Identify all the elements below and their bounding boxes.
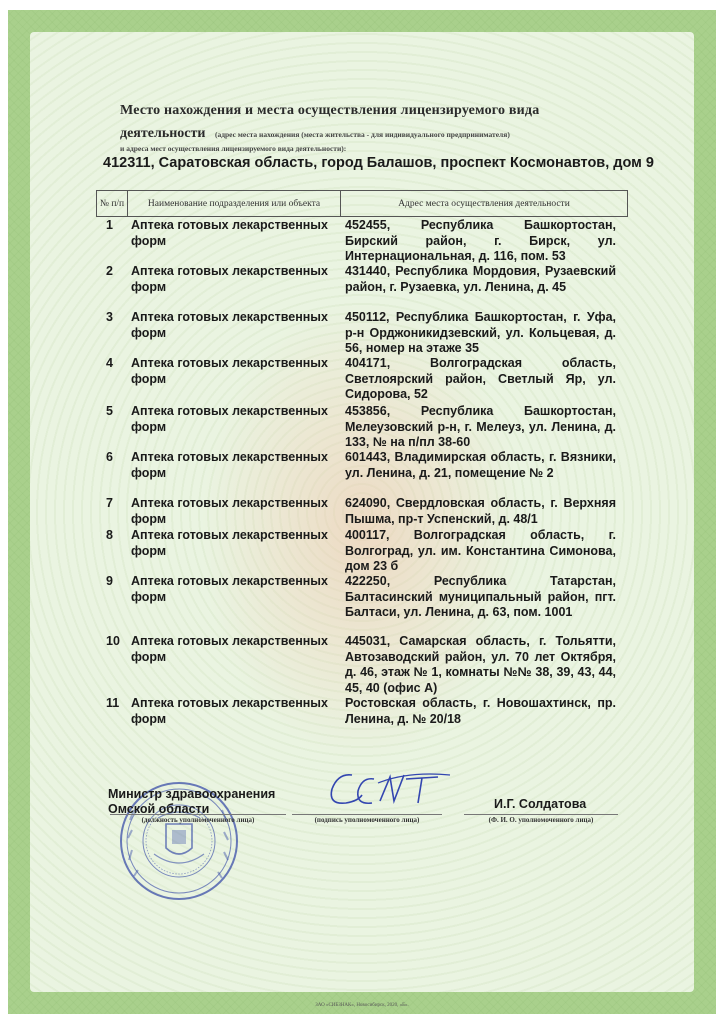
col-address-header: Адрес места осуществления деятельности (341, 191, 628, 217)
row-name: Аптека готовых лекарственных форм (131, 528, 328, 558)
row-address: 422250, Республика Татарстан, Балтасинский муниципальный район, пгт. Балтаси, ул. Ленина, д. 63, пом. 1001 (345, 574, 616, 619)
caption-name: (Ф. И. О. уполномоченного лица) (464, 814, 618, 824)
row-number: 10 (106, 634, 120, 648)
section-note: (адрес места нахождения (места жительства - для индивидуального предпринимателя) (214, 130, 510, 139)
row-name: Аптека готовых лекарственных форм (131, 696, 328, 726)
row-number: 4 (106, 356, 113, 370)
row-address: 624090, Свердловская область, г. Верхняя Пышма, пр-т Успенский, д. 48/1 (345, 496, 616, 526)
row-name: Аптека готовых лекарственных форм (131, 218, 328, 248)
row-number: 8 (106, 528, 113, 542)
position-line-1: Министр здравоохранения (108, 787, 276, 801)
section-title-line2 (120, 126, 640, 142)
row-address: 445031, Самарская область, г. Тольятти, Автозаводский район, ул. 70 лет Октября, д. 46, этаж № 1, комнаты №№ 38, 39, 43, 44, 45, 40 (офис А) (345, 634, 616, 695)
row-number: 1 (106, 218, 113, 232)
row-address: 453856, Республика Башкортостан, Мелеузовский р-н, г. Мелеуз, ул. Ленина, д. 133, № на п/пл 38-60 (345, 404, 616, 449)
section-title-word: деятельности (120, 126, 206, 141)
signer-name: И.Г. Солдатова (494, 797, 587, 811)
row-name: Аптека готовых лекарственных форм (131, 310, 328, 340)
signer-position (108, 787, 308, 817)
row-address: 450112, Республика Башкортостан, г. Уфа, р-н Орджоникидзевский, ул. Кольцевая, д. 56, номер на этаже 35 (345, 310, 616, 355)
row-number: 6 (106, 450, 113, 464)
row-name: Аптека готовых лекарственных форм (131, 264, 328, 294)
row-address: 431440, Республика Мордовия, Рузаевский район, г. Рузаевка, ул. Ленина, д. 45 (345, 264, 616, 294)
row-name: Аптека готовых лекарственных форм (131, 404, 328, 434)
row-number: 9 (106, 574, 113, 588)
row-name: Аптека готовых лекарственных форм (131, 450, 328, 480)
section-title: Место нахождения и места осуществления лицензируемого вида (120, 103, 540, 118)
row-number: 2 (106, 264, 113, 278)
row-number: 5 (106, 404, 113, 418)
caption-signature: (подпись уполномоченного лица) (292, 814, 442, 824)
row-name: Аптека готовых лекарственных форм (131, 634, 328, 664)
printer-imprint: ЗАО «СИБЗНАК», Новосибирск, 2020, «Б». (315, 1003, 409, 1008)
row-number: 7 (106, 496, 113, 510)
caption-position: (должность уполномоченного лица) (110, 814, 286, 824)
row-address: 404171, Волгоградская область, Светлоярский район, Светлый Яр, ул. Сидорова, 52 (345, 356, 616, 401)
col-name-header: Наименование подразделения или объекта (128, 191, 341, 217)
section-note-2: и адреса мест осуществления лицензируемого вида деятельности): (120, 144, 347, 153)
main-address: 412311, Саратовская область, город Балашов, проспект Космонавтов, дом 9 (103, 155, 654, 171)
col-number-header: № п/п (97, 191, 128, 217)
row-address: Ростовская область, г. Новошахтинск, пр. Ленина, д. № 20/18 (345, 696, 616, 726)
row-address: 452455, Республика Башкортостан, Бирский район, г. Бирск, ул. Интернациональная, д. 116, пом. 53 (345, 218, 616, 263)
table-header (96, 190, 628, 217)
row-address: 601443, Владимирская область, г. Вязники, ул. Ленина, д. 21, помещение № 2 (345, 450, 616, 480)
row-number: 3 (106, 310, 113, 324)
row-number: 11 (106, 696, 120, 710)
handwritten-signature (318, 763, 468, 813)
row-name: Аптека готовых лекарственных форм (131, 574, 328, 604)
row-name: Аптека готовых лекарственных форм (131, 496, 328, 526)
row-address: 400117, Волгоградская область, г. Волгоград, ул. им. Константина Симонова, дом 23 б (345, 528, 616, 573)
row-name: Аптека готовых лекарственных форм (131, 356, 328, 386)
position-line-2: Омской области (108, 802, 210, 816)
